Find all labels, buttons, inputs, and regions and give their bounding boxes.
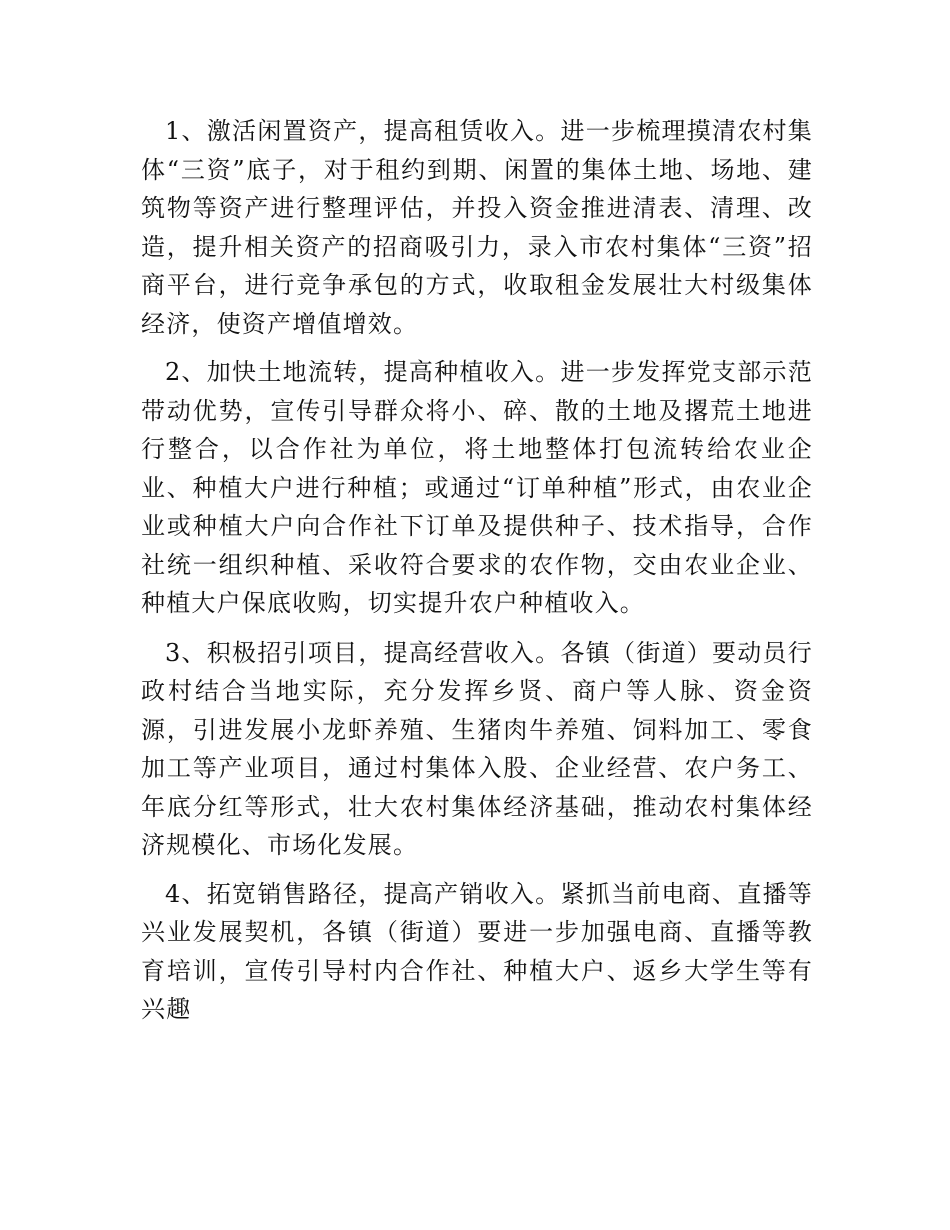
paragraph-3: 3、积极招引项目，提高经营收入。各镇（街道）要动员行政村结合当地实际，充分发挥乡贤、商户等人脉、资金资源，引进发展小龙虾养殖、生猪肉牛养殖、饲料加工、零食加工等产业项目，通过村集体入股、企业经营、农户务工、年底分红等形式，壮大农村集体经济基础，推动农村集体经济规模化、市场化发展。 — [141, 638, 813, 859]
paragraph-2: 2、加快土地流转，提高种植收入。进一步发挥党支部示范带动优势，宣传引导群众将小、碎、散的土地及撂荒土地进行整合，以合作社为单位，将土地整体打包流转给农业企业、种植大户进行种植；或通过“订单种植”形式，由农业企业或种植大户向合作社下订单及提供种子、技术指导，合作社统一组织种植、采收符合要求的农作物，交由农业企业、种植大户保底收购，切实提升农户种植收入。 — [141, 358, 813, 617]
paragraph-4: 4、拓宽销售路径，提高产销收入。紧抓当前电商、直播等兴业发展契机，各镇（街道）要进一步加强电商、直播等教育培训，宣传引导村内合作社、种植大户、返乡大学生等有兴趣 — [141, 879, 813, 1023]
document-body — [141, 112, 813, 1039]
paragraph-1: 1、激活闲置资产，提高租赁收入。进一步梳理摸清农村集体“三资”底子，对于租约到期、闲置的集体土地、场地、建筑物等资产进行整理评估，并投入资金推进清表、清理、改造，提升相关资产的招商吸引力，录入市农村集体“三资”招商平台，进行竞争承包的方式，收取租金发展壮大村级集体经济，使资产增值增效。 — [141, 117, 813, 338]
